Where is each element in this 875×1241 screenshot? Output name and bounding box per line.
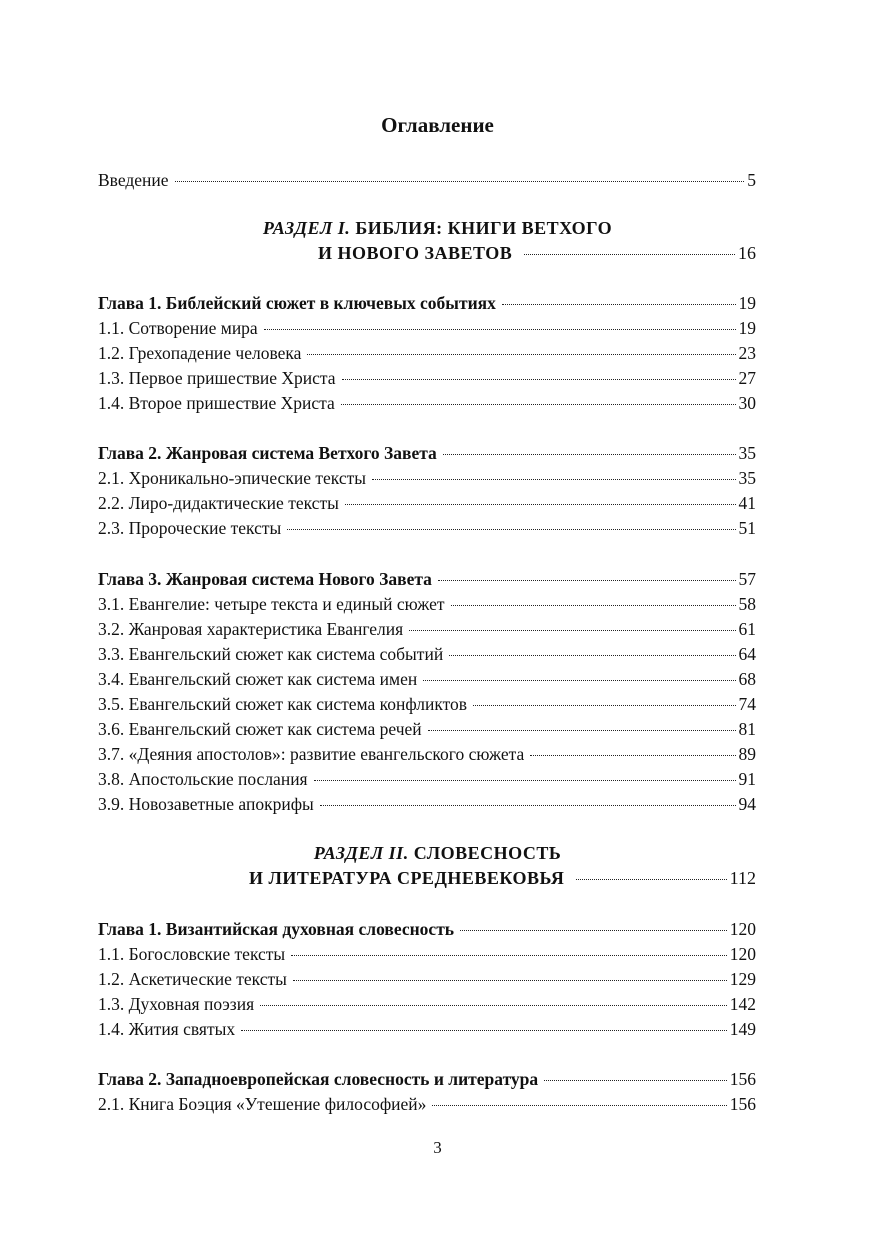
item-page: 41 (738, 493, 756, 513)
toc-chapter-row (98, 291, 756, 316)
item-page: 89 (738, 744, 756, 764)
toc-s2-chapter1 (98, 917, 756, 1042)
item-label: 1.1. Сотворение мира (98, 318, 258, 338)
toc-row (98, 792, 756, 817)
section-2-page: 112 (729, 868, 756, 888)
item-page: 91 (738, 769, 756, 789)
section-1-prefix: РАЗДЕЛ I. (262, 218, 351, 238)
toc-s1-chapter1 (98, 291, 756, 416)
chapter-page: 35 (738, 443, 756, 463)
item-page: 51 (738, 518, 756, 538)
item-page: 19 (738, 318, 756, 338)
toc-s1-chapter2 (98, 441, 756, 541)
toc-row (98, 692, 756, 717)
item-label: 1.4. Жития святых (98, 1019, 236, 1039)
item-page: 61 (738, 619, 756, 639)
toc-row (98, 717, 756, 742)
leader-dots (576, 879, 726, 880)
chapter-label: Глава 1. Библейский сюжет в ключевых событиях (98, 293, 496, 313)
chapter-label: Глава 3. Жанровая система Нового Завета (98, 569, 432, 589)
item-page: 129 (729, 969, 756, 989)
item-page: 142 (729, 994, 756, 1014)
item-label: 1.3. Первое пришествие Христа (98, 368, 336, 388)
leader-dots (345, 504, 736, 505)
item-label: 1.1. Богословские тексты (98, 944, 286, 964)
toc-row (98, 992, 756, 1017)
leader-dots (291, 955, 727, 956)
leader-dots (530, 755, 735, 756)
item-page: 64 (738, 644, 756, 664)
leader-dots (287, 529, 735, 530)
leader-dots (341, 404, 736, 405)
chapter-label: Глава 1. Византийская духовная словесность (98, 919, 455, 939)
leader-dots (307, 354, 735, 355)
toc-row (98, 742, 756, 767)
leader-dots (293, 980, 727, 981)
leader-dots (264, 329, 736, 330)
toc-row (98, 491, 756, 516)
leader-dots (428, 730, 736, 731)
item-label: 3.5. Евангельский сюжет как система конфликтов (98, 694, 468, 714)
item-page: 68 (738, 669, 756, 689)
toc-chapter-row (98, 567, 756, 592)
leader-dots (372, 479, 736, 480)
leader-dots (438, 580, 736, 581)
leader-dots (260, 1005, 727, 1006)
leader-dots (241, 1030, 727, 1031)
item-page: 156 (729, 1094, 756, 1114)
item-label: 3.2. Жанровая характеристика Евангелия (98, 619, 404, 639)
item-page: 149 (729, 1019, 756, 1039)
toc-row (98, 1017, 756, 1042)
section-1-heading-line2 (318, 241, 756, 266)
section-2-prefix: РАЗДЕЛ II. (313, 843, 409, 863)
item-page: 120 (729, 944, 756, 964)
toc-chapter-row (98, 917, 756, 942)
leader-dots (432, 1105, 726, 1106)
item-label: 1.3. Духовная поэзия (98, 994, 255, 1014)
leader-dots (451, 605, 736, 606)
toc-row (98, 316, 756, 341)
toc-row (98, 667, 756, 692)
item-page: 27 (738, 368, 756, 388)
item-label: 3.9. Новозаветные апокрифы (98, 794, 314, 814)
section-2-heading-line1 (0, 843, 875, 864)
section-1-page: 16 (738, 243, 756, 263)
section-2-title-line1: СЛОВЕСНОСТЬ (413, 843, 562, 863)
leader-dots (320, 805, 736, 806)
item-label: 3.4. Евангельский сюжет как система имен (98, 669, 418, 689)
toc-s2-chapter2 (98, 1067, 756, 1117)
toc-row (98, 516, 756, 541)
page-number: 3 (433, 1138, 442, 1157)
toc-row (98, 592, 756, 617)
item-label: 2.1. Книга Боэция «Утешение философией» (98, 1094, 427, 1114)
leader-dots (460, 930, 727, 931)
section-2-heading-line2 (249, 866, 756, 891)
item-label: 1.2. Аскетические тексты (98, 969, 287, 989)
leader-dots (473, 705, 735, 706)
item-page: 74 (738, 694, 756, 714)
toc-row (98, 642, 756, 667)
chapter-label: Глава 2. Западноевропейская словесность и литература (98, 1069, 539, 1089)
item-label: 2.2. Лиро-дидактические тексты (98, 493, 339, 513)
toc-row (98, 391, 756, 416)
item-page: 30 (738, 393, 756, 413)
chapter-page: 19 (738, 293, 756, 313)
leader-dots (544, 1080, 727, 1081)
item-label: 3.8. Апостольские послания (98, 769, 308, 789)
toc-row (98, 767, 756, 792)
item-page: 94 (738, 794, 756, 814)
leader-dots (443, 454, 736, 455)
item-label: 2.3. Пророческие тексты (98, 518, 282, 538)
toc-s1-chapter3 (98, 567, 756, 817)
toc-row (98, 617, 756, 642)
leader-dots (342, 379, 736, 380)
item-label: 3.7. «Деяния апостолов»: развитие евангельского сюжета (98, 744, 525, 764)
item-page: 58 (738, 594, 756, 614)
leader-dots (524, 254, 735, 255)
section-1-title-line2: И НОВОГО ЗАВЕТОВ (318, 243, 513, 263)
item-label: 3.6. Евангельский сюжет как система речей (98, 719, 422, 739)
item-label: 3.1. Евангелие: четыре текста и единый сюжет (98, 594, 445, 614)
leader-dots (175, 181, 745, 182)
toc-label: Введение (98, 170, 169, 190)
section-2-title-line2: И ЛИТЕРАТУРА СРЕДНЕВЕКОВЬЯ (249, 868, 565, 888)
toc-row (98, 1092, 756, 1117)
item-label: 3.3. Евангельский сюжет как система событий (98, 644, 444, 664)
chapter-page: 120 (729, 919, 756, 939)
chapter-label: Глава 2. Жанровая система Ветхого Завета (98, 443, 437, 463)
section-1-heading-line1 (0, 218, 875, 239)
leader-dots (314, 780, 736, 781)
toc-row (98, 341, 756, 366)
item-page: 23 (738, 343, 756, 363)
section-1-title-line1: БИБЛИЯ: КНИГИ ВЕТХОГО (355, 218, 613, 238)
toc-page: 5 (747, 170, 756, 190)
toc-intro (98, 168, 756, 193)
item-label: 2.1. Хроникально-эпические тексты (98, 468, 366, 488)
toc-chapter-row (98, 1067, 756, 1092)
leader-dots (423, 680, 735, 681)
toc-row (98, 942, 756, 967)
leader-dots (502, 304, 736, 305)
item-label: 1.2. Грехопадение человека (98, 343, 302, 363)
item-page: 81 (738, 719, 756, 739)
toc-row (98, 168, 756, 193)
page-title: Оглавление (381, 113, 494, 137)
item-label: 1.4. Второе пришествие Христа (98, 393, 335, 413)
leader-dots (449, 655, 735, 656)
toc-row (98, 967, 756, 992)
chapter-page: 156 (729, 1069, 756, 1089)
item-page: 35 (738, 468, 756, 488)
toc-row (98, 466, 756, 491)
toc-chapter-row (98, 441, 756, 466)
toc-row (98, 366, 756, 391)
leader-dots (409, 630, 735, 631)
chapter-page: 57 (738, 569, 756, 589)
